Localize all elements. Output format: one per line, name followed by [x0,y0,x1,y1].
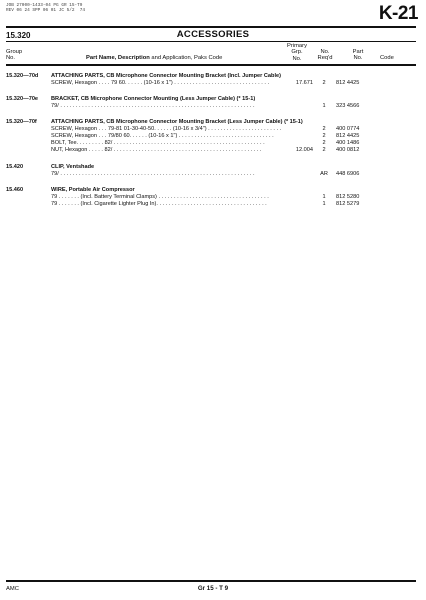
top-rule [6,26,416,28]
job-reference: JOB 27000-1433-04 PG GR 15-T9 REV 06 24 SPP 06 01 JC 5/2 74 [6,3,86,13]
table-row: 79/ . . . . . . . . . . . . . . . . . . . . . . . . . . . . . . . . . . . . . . . . . . . . . . . . . . . . . . . . . . . . . . . AR 448 6906 [51,171,360,177]
section-number: 15.320 [6,31,31,40]
footer-page-ref: Gr 15 - T 9 [197,585,229,592]
table-row: SCREW, Hexagon . . . 79-81 01-30-40-50. . . . . . (10-16 x 3/4") . . . . . . . . . . . . . . . . . . . . . . . . 2 400 0774 [51,126,360,132]
table-row: 15.320—70f ATTACHING PARTS, CB Microphone Connector Mounting Bracket (Less Jumper Cable) (* 15-1) [6,119,303,125]
header-part-no: Part No. [352,49,364,62]
header-req: No. Req'd [317,49,333,62]
header-rule [6,64,416,66]
page-code: K-21 [378,3,418,24]
table-row: SCREW, Hexagon . . . 79/80 60. . . . . . (10-16 x 1") . . . . . . . . . . . . . . . . . . . . . . . . . . . . . . . 2 812 4425 [51,133,360,139]
header-code: Code [380,55,394,61]
table-row: 15.320—70e BRACKET, CB Microphone Connector Mounting (Less Jumper Cable) (* 15-1) [6,96,256,102]
table-row: 79/ . . . . . . . . . . . . . . . . . . . . . . . . . . . . . . . . . . . . . . . . . . . . . . . . . . . . . . . . . . . . . . . 1 323 4566 [51,103,360,109]
title-rule [6,41,416,42]
table-row: 79 . . . . . . . (Incl. Battery Terminal Clamps) . . . . . . . . . . . . . . . . . . . . . . . . . . . . . . . . . . . . 1 812 5280 [51,194,360,200]
header-primary-group: Primary Grp. No. [287,43,307,62]
footer-rule [6,580,416,582]
table-row: 15.320—70d ATTACHING PARTS, CB Microphone Connector Mounting Bracket (Incl. Jumper Cable) [6,73,281,79]
table-row: NUT, Hexagon . . . . . 82/ . . . . . . . . . . . . . . . . . . . . . . . . . . . . . . . . . . . . . . . . . . . . . . . . 12.004 2 400 0812 [51,147,360,153]
table-row: SCREW, Hexagon . . . . 79 60. . . . . . (10-16 x 1") . . . . . . . . . . . . . . . . . . . . . . . . . . . . . . . 17.671 2 812 4425 [51,80,360,86]
page-title: ACCESSORIES [176,29,250,40]
footer-brand: AMC [6,586,19,592]
table-row: BOLT, Tee. . . . . . . . . 82/ . . . . . . . . . . . . . . . . . . . . . . . . . . . . . . . . . . . . . . . . . . . . . . . . . 2 400 1486 [51,140,360,146]
table-row: 15.420 CLIP, Ventshade [6,164,95,170]
table-row: 79 . . . . . . . (Incl. Cigarette Lighter Plug In). . . . . . . . . . . . . . . . . . . . . . . . . . . . . . . . . . . . 1 812 5279 [51,201,360,207]
header-group: Group No. [6,49,23,62]
table-row: 15.460 WIRE, Portable Air Compressor [6,187,135,193]
header-part-name: Part Name, Description and Application, Paks Code [86,55,223,61]
